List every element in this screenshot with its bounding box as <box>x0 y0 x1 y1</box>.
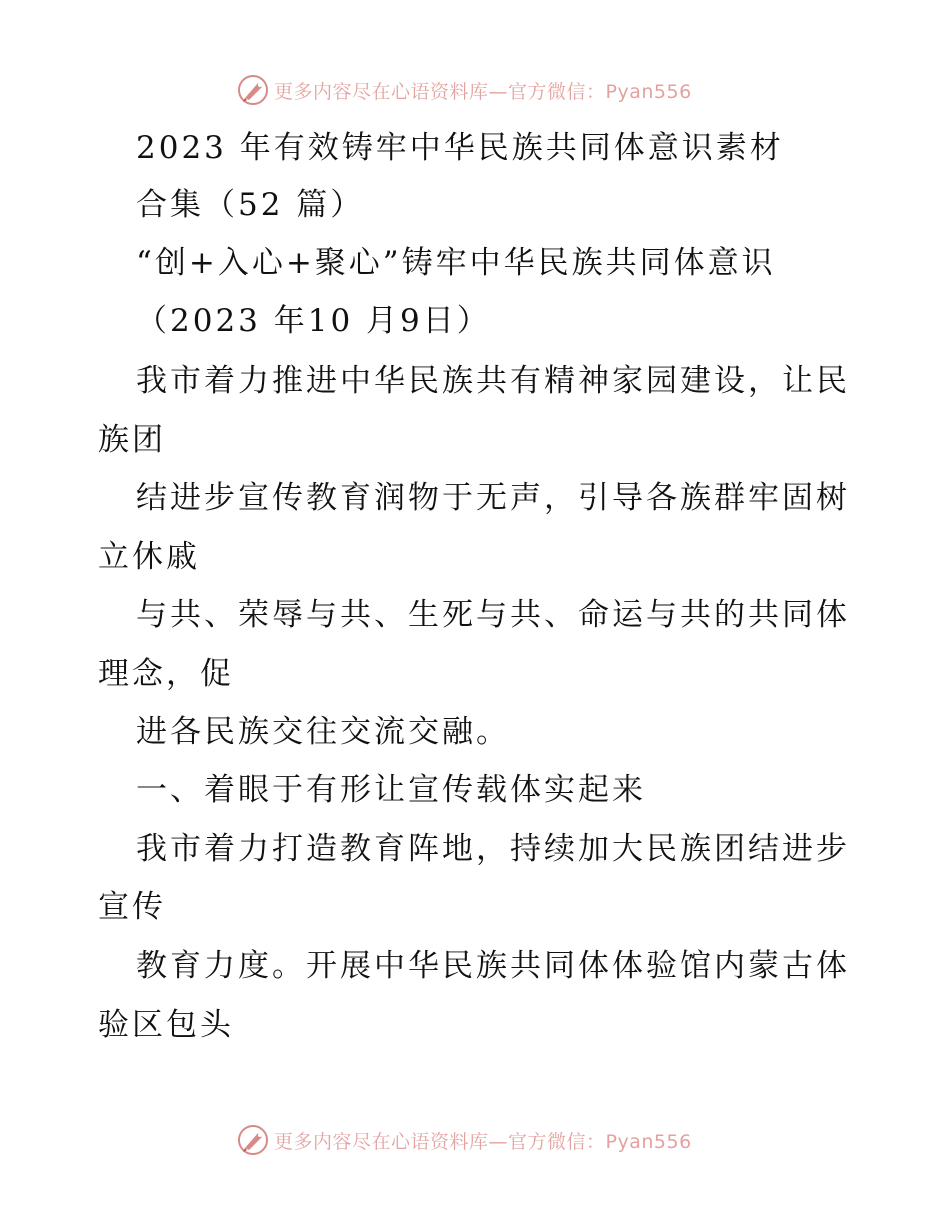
paragraph-line: 我市着力推进中华民族共有精神家园建设，让民 <box>136 363 850 399</box>
watermark-bottom <box>236 1122 692 1158</box>
paragraph-line: 与共、荣辱与共、生死与共、命运与共的共同体 <box>136 597 850 633</box>
watermark-text: 更多内容尽在心语资料库—官方微信：Pyan556 <box>274 80 692 103</box>
paragraph-line: 理念，促 <box>98 656 234 692</box>
paragraph-line: 族团 <box>98 422 166 458</box>
document-title-line-2: 合集（52 篇） <box>136 187 365 223</box>
paragraph-line: 验区包头 <box>98 1007 234 1043</box>
document-title-line-1: 2023 年有效铸牢中华民族共同体意识素材 <box>136 130 784 166</box>
paragraph-line: 结进步宣传教育润物于无声，引导各族群牢固树 <box>136 480 850 516</box>
pen-logo-icon <box>236 73 270 107</box>
article-title: “创+入心+聚心”铸牢中华民族共同体意识 <box>136 245 776 281</box>
pen-logo-icon <box>236 1123 270 1157</box>
watermark-text: 更多内容尽在心语资料库—官方微信：Pyan556 <box>274 1130 692 1153</box>
paragraph-line: 宣传 <box>98 889 166 925</box>
section-heading: 一、着眼于有形让宣传载体实起来 <box>136 772 646 808</box>
paragraph-line: 立休戚 <box>98 539 200 575</box>
paragraph-line: 我市着力打造教育阵地，持续加大民族团结进步 <box>136 831 850 867</box>
paragraph-line: 进各民族交往交流交融。 <box>136 714 510 750</box>
paragraph-line: 教育力度。开展中华民族共同体体验馆内蒙古体 <box>136 948 850 984</box>
watermark-top <box>236 72 692 108</box>
article-date: （2023 年10 月9日） <box>136 303 491 339</box>
